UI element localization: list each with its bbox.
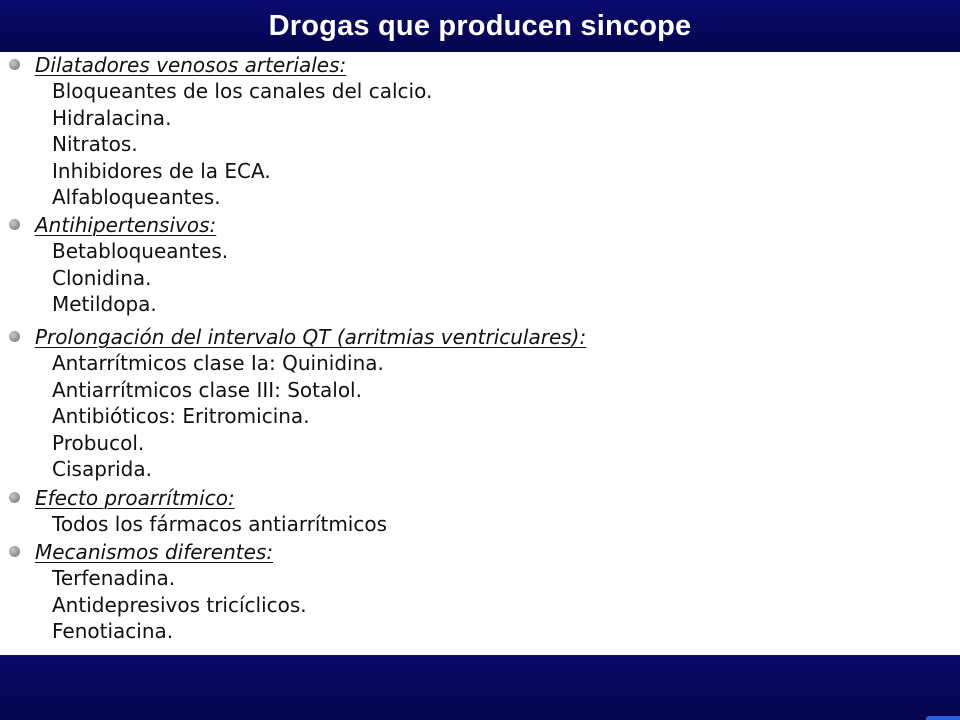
list-item: Antarrítmicos clase Ia: Quinidina. <box>52 351 384 375</box>
list-item: Nitratos. <box>52 132 138 156</box>
list-item: Bloqueantes de los canales del calcio. <box>52 79 433 103</box>
item-list <box>52 511 387 538</box>
list-item: Terfenadina. <box>52 566 176 590</box>
list-item: Antidepresivos tricíclicos. <box>52 592 307 617</box>
item-list <box>52 78 432 211</box>
list-item: Cisaprida. <box>52 457 152 481</box>
bullet-icon <box>9 492 20 503</box>
section-heading: Antihipertensivos: <box>35 213 217 237</box>
list-item: Antiarrítmicos clase III: Sotalol. <box>52 377 362 402</box>
slide-content <box>0 52 960 655</box>
list-item: Fenotiacina. <box>52 619 174 643</box>
list-item: Betabloqueantes. <box>52 239 229 263</box>
list-item: Todos los fármacos antiarrítmicos <box>52 512 388 536</box>
section-heading: Dilatadores venosos arteriales: <box>35 53 347 77</box>
list-item: Probucol. <box>52 430 145 455</box>
list-item: Hidralacina. <box>52 105 172 130</box>
list-item: Inhibidores de la ECA. <box>52 158 271 183</box>
list-item: Metildopa. <box>52 292 157 316</box>
item-list <box>52 565 307 645</box>
list-item: Antibióticos: Eritromicina. <box>52 404 310 428</box>
slide-title: Drogas que producen sincope <box>0 0 960 52</box>
corner-accent <box>926 716 960 720</box>
section-heading: Prolongación del intervalo QT (arritmias ventriculares): <box>35 325 587 349</box>
list-item: Clonidina. <box>52 265 152 290</box>
bottom-bar <box>0 655 960 720</box>
item-list <box>52 238 228 318</box>
bullet-icon <box>9 546 20 557</box>
section-heading: Mecanismos diferentes: <box>35 540 274 564</box>
section-heading: Efecto proarrítmico: <box>35 486 235 510</box>
bullet-icon <box>9 331 20 342</box>
bullet-icon <box>9 59 20 70</box>
bullet-icon <box>9 219 20 230</box>
item-list <box>52 350 384 483</box>
list-item: Alfabloqueantes. <box>52 185 221 209</box>
